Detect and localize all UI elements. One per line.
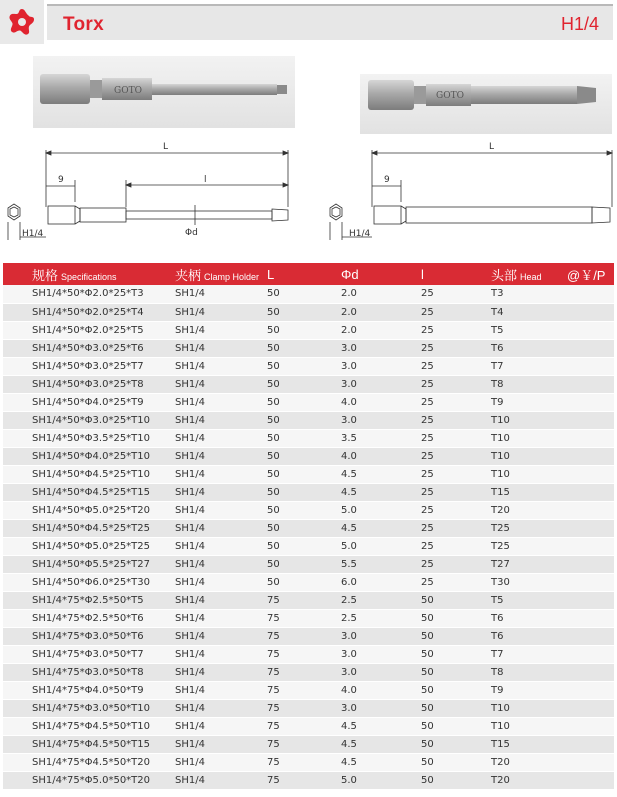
cell-clamp: SH1/4 — [172, 519, 265, 537]
cell-tip-length: 50 — [421, 591, 491, 609]
cell-length: 75 — [265, 609, 339, 627]
dim-9-right: 9 — [384, 175, 390, 185]
cell-price — [567, 501, 614, 519]
cell-tip-length: 25 — [421, 303, 491, 321]
cell-length: 50 — [265, 411, 339, 429]
cell-price — [567, 393, 614, 411]
cell-head: T10 — [491, 699, 567, 717]
cell-diameter: 3.0 — [339, 339, 421, 357]
cell-diameter: 5.5 — [339, 555, 421, 573]
tech-drawing-right — [330, 150, 612, 240]
cell-price — [567, 303, 614, 321]
cell-head: T25 — [491, 537, 567, 555]
cell-tip-length: 50 — [421, 609, 491, 627]
dim-L-left: L — [163, 142, 169, 152]
table-row — [3, 285, 614, 303]
cell-price — [567, 681, 614, 699]
cell-diameter: 4.5 — [339, 717, 421, 735]
cell-head: T20 — [491, 501, 567, 519]
cell-clamp: SH1/4 — [172, 663, 265, 681]
cell-diameter: 3.0 — [339, 375, 421, 393]
cell-tip-length: 50 — [421, 681, 491, 699]
tech-drawing-left — [8, 150, 288, 240]
table-row — [3, 465, 614, 483]
cell-head: T25 — [491, 519, 567, 537]
table-row — [3, 357, 614, 375]
dim-hex-right: H1/4 — [349, 229, 371, 239]
brand-label-left: GOTO — [114, 86, 142, 96]
cell-clamp: SH1/4 — [172, 321, 265, 339]
dim-hex-left: H1/4 — [22, 229, 44, 239]
cell-price — [567, 609, 614, 627]
table-row — [3, 645, 614, 663]
table-row — [3, 321, 614, 339]
cell-clamp: SH1/4 — [172, 609, 265, 627]
cell-clamp: SH1/4 — [172, 555, 265, 573]
bit-photo-left — [33, 56, 295, 128]
cell-spec: SH1/4*50*Φ4.5*25*T25 — [3, 519, 172, 537]
cell-price — [567, 591, 614, 609]
cell-head: T6 — [491, 627, 567, 645]
cell-head: T7 — [491, 645, 567, 663]
cell-tip-length: 50 — [421, 735, 491, 753]
table-row — [3, 735, 614, 753]
cell-diameter: 2.0 — [339, 321, 421, 339]
cell-spec: SH1/4*75*Φ4.5*50*T15 — [3, 735, 172, 753]
cell-head: T4 — [491, 303, 567, 321]
cell-length: 50 — [265, 537, 339, 555]
cell-tip-length: 25 — [421, 501, 491, 519]
cell-price — [567, 537, 614, 555]
table-row — [3, 501, 614, 519]
cell-clamp: SH1/4 — [172, 699, 265, 717]
table-row — [3, 447, 614, 465]
table-row — [3, 771, 614, 789]
cell-length: 50 — [265, 357, 339, 375]
cell-head: T6 — [491, 609, 567, 627]
table-header-row — [3, 263, 614, 285]
cell-spec: SH1/4*50*Φ2.0*25*T3 — [3, 285, 172, 303]
table-row — [3, 555, 614, 573]
cell-spec: SH1/4*75*Φ4.0*50*T9 — [3, 681, 172, 699]
cell-clamp: SH1/4 — [172, 627, 265, 645]
cell-price — [567, 627, 614, 645]
cell-spec: SH1/4*50*Φ3.0*25*T8 — [3, 375, 172, 393]
cell-price — [567, 771, 614, 789]
page-title: Torx — [63, 14, 104, 35]
cell-tip-length: 50 — [421, 717, 491, 735]
cell-clamp: SH1/4 — [172, 429, 265, 447]
dim-L-right: L — [489, 142, 495, 152]
cell-clamp: SH1/4 — [172, 753, 265, 771]
cell-tip-length: 25 — [421, 573, 491, 591]
cell-length: 50 — [265, 339, 339, 357]
cell-diameter: 2.5 — [339, 609, 421, 627]
cell-diameter: 4.0 — [339, 393, 421, 411]
col-tip-length: l — [421, 266, 424, 282]
cell-diameter: 4.0 — [339, 447, 421, 465]
cell-clamp: SH1/4 — [172, 411, 265, 429]
cell-tip-length: 25 — [421, 411, 491, 429]
table-row — [3, 483, 614, 501]
cell-length: 50 — [265, 429, 339, 447]
cell-clamp: SH1/4 — [172, 465, 265, 483]
cell-price — [567, 357, 614, 375]
cell-price — [567, 663, 614, 681]
cell-spec: SH1/4*75*Φ3.0*50*T8 — [3, 663, 172, 681]
cell-spec: SH1/4*50*Φ5.0*25*T25 — [3, 537, 172, 555]
cell-diameter: 5.0 — [339, 771, 421, 789]
cell-clamp: SH1/4 — [172, 339, 265, 357]
cell-length: 50 — [265, 447, 339, 465]
table-row — [3, 393, 614, 411]
cell-spec: SH1/4*50*Φ3.0*25*T6 — [3, 339, 172, 357]
cell-price — [567, 519, 614, 537]
col-specifications: 规格 Specifications — [32, 267, 117, 283]
table-row — [3, 429, 614, 447]
cell-diameter: 3.0 — [339, 411, 421, 429]
cell-diameter: 5.0 — [339, 537, 421, 555]
cell-spec: SH1/4*50*Φ4.0*25*T10 — [3, 447, 172, 465]
dim-9-left: 9 — [58, 175, 64, 185]
cell-head: T15 — [491, 483, 567, 501]
cell-diameter: 4.5 — [339, 465, 421, 483]
cell-spec: SH1/4*50*Φ6.0*25*T30 — [3, 573, 172, 591]
cell-price — [567, 483, 614, 501]
cell-spec: SH1/4*50*Φ4.5*25*T15 — [3, 483, 172, 501]
cell-clamp: SH1/4 — [172, 573, 265, 591]
cell-diameter: 4.5 — [339, 483, 421, 501]
table-row — [3, 537, 614, 555]
cell-head: T30 — [491, 573, 567, 591]
dim-d-left: Φd — [185, 228, 198, 238]
cell-length: 50 — [265, 555, 339, 573]
cell-clamp: SH1/4 — [172, 537, 265, 555]
cell-length: 50 — [265, 465, 339, 483]
cell-length: 50 — [265, 303, 339, 321]
cell-tip-length: 25 — [421, 393, 491, 411]
cell-head: T20 — [491, 753, 567, 771]
cell-spec: SH1/4*75*Φ5.0*50*T20 — [3, 771, 172, 789]
cell-tip-length: 50 — [421, 771, 491, 789]
cell-length: 50 — [265, 573, 339, 591]
cell-tip-length: 25 — [421, 285, 491, 303]
cell-length: 75 — [265, 735, 339, 753]
cell-spec: SH1/4*50*Φ4.0*25*T9 — [3, 393, 172, 411]
table-row — [3, 681, 614, 699]
cell-spec: SH1/4*50*Φ3.0*25*T10 — [3, 411, 172, 429]
cell-clamp: SH1/4 — [172, 591, 265, 609]
page-subtitle: H1/4 — [560, 14, 599, 34]
cell-head: T8 — [491, 375, 567, 393]
cell-length: 50 — [265, 285, 339, 303]
cell-tip-length: 50 — [421, 753, 491, 771]
table-row — [3, 627, 614, 645]
torx-star-icon — [7, 7, 37, 37]
cell-length: 75 — [265, 699, 339, 717]
cell-spec: SH1/4*50*Φ2.0*25*T5 — [3, 321, 172, 339]
cell-head: T9 — [491, 393, 567, 411]
cell-clamp: SH1/4 — [172, 735, 265, 753]
cell-head: T3 — [491, 285, 567, 303]
table-row — [3, 519, 614, 537]
cell-head: T8 — [491, 663, 567, 681]
cell-spec: SH1/4*50*Φ3.5*25*T10 — [3, 429, 172, 447]
cell-diameter: 3.0 — [339, 663, 421, 681]
table-row — [3, 591, 614, 609]
cell-diameter: 3.5 — [339, 429, 421, 447]
cell-tip-length: 25 — [421, 555, 491, 573]
table-row — [3, 303, 614, 321]
cell-diameter: 3.0 — [339, 699, 421, 717]
cell-length: 50 — [265, 375, 339, 393]
cell-length: 75 — [265, 591, 339, 609]
cell-length: 50 — [265, 483, 339, 501]
cell-length: 75 — [265, 771, 339, 789]
cell-length: 50 — [265, 393, 339, 411]
cell-spec: SH1/4*50*Φ5.0*25*T20 — [3, 501, 172, 519]
cell-diameter: 6.0 — [339, 573, 421, 591]
cell-tip-length: 50 — [421, 627, 491, 645]
cell-clamp: SH1/4 — [172, 375, 265, 393]
cell-price — [567, 411, 614, 429]
cell-price — [567, 699, 614, 717]
cell-price — [567, 447, 614, 465]
cell-diameter: 3.0 — [339, 645, 421, 663]
cell-length: 50 — [265, 321, 339, 339]
cell-length: 50 — [265, 519, 339, 537]
cell-length: 50 — [265, 501, 339, 519]
cell-head: T5 — [491, 591, 567, 609]
spec-table-wrap — [3, 263, 614, 790]
cell-spec: SH1/4*50*Φ2.0*25*T4 — [3, 303, 172, 321]
cell-spec: SH1/4*50*Φ5.5*25*T27 — [3, 555, 172, 573]
cell-clamp: SH1/4 — [172, 357, 265, 375]
cell-tip-length: 25 — [421, 483, 491, 501]
cell-price — [567, 375, 614, 393]
cell-diameter: 2.0 — [339, 285, 421, 303]
cell-diameter: 4.0 — [339, 681, 421, 699]
cell-price — [567, 321, 614, 339]
cell-tip-length: 50 — [421, 663, 491, 681]
cell-length: 75 — [265, 681, 339, 699]
cell-price — [567, 555, 614, 573]
table-row — [3, 699, 614, 717]
cell-clamp: SH1/4 — [172, 447, 265, 465]
cell-clamp: SH1/4 — [172, 717, 265, 735]
cell-head: T9 — [491, 681, 567, 699]
cell-tip-length: 25 — [421, 339, 491, 357]
table-body — [3, 285, 614, 789]
cell-head: T10 — [491, 429, 567, 447]
cell-price — [567, 465, 614, 483]
cell-spec: SH1/4*75*Φ4.5*50*T20 — [3, 753, 172, 771]
cell-price — [567, 573, 614, 591]
col-clamp-holder: 夹柄 Clamp Holder — [175, 267, 260, 283]
table-row — [3, 609, 614, 627]
cell-diameter: 4.5 — [339, 519, 421, 537]
brand-label-right: GOTO — [436, 91, 464, 101]
cell-tip-length: 25 — [421, 429, 491, 447]
cell-spec: SH1/4*75*Φ3.0*50*T10 — [3, 699, 172, 717]
col-length: L — [267, 266, 275, 282]
cell-price — [567, 285, 614, 303]
spec-table — [3, 263, 614, 790]
cell-head: T10 — [491, 465, 567, 483]
cell-head: T20 — [491, 771, 567, 789]
cell-clamp: SH1/4 — [172, 393, 265, 411]
cell-spec: SH1/4*75*Φ2.5*50*T6 — [3, 609, 172, 627]
cell-spec: SH1/4*75*Φ2.5*50*T5 — [3, 591, 172, 609]
table-row — [3, 411, 614, 429]
title-bar — [47, 4, 613, 40]
cell-clamp: SH1/4 — [172, 303, 265, 321]
cell-length: 75 — [265, 663, 339, 681]
table-row — [3, 717, 614, 735]
cell-diameter: 2.5 — [339, 591, 421, 609]
cell-tip-length: 25 — [421, 357, 491, 375]
cell-diameter: 4.5 — [339, 735, 421, 753]
page-header — [0, 0, 617, 44]
cell-tip-length: 25 — [421, 519, 491, 537]
cell-diameter: 5.0 — [339, 501, 421, 519]
cell-length: 75 — [265, 717, 339, 735]
cell-head: T15 — [491, 735, 567, 753]
table-row — [3, 375, 614, 393]
col-diameter: Φd — [341, 266, 359, 282]
cell-clamp: SH1/4 — [172, 285, 265, 303]
logo-box — [0, 0, 44, 44]
cell-tip-length: 25 — [421, 465, 491, 483]
cell-head: T7 — [491, 357, 567, 375]
cell-diameter: 2.0 — [339, 303, 421, 321]
cell-diameter: 4.5 — [339, 753, 421, 771]
cell-diameter: 3.0 — [339, 357, 421, 375]
cell-clamp: SH1/4 — [172, 645, 265, 663]
table-row — [3, 753, 614, 771]
product-diagram — [0, 52, 617, 257]
cell-price — [567, 753, 614, 771]
cell-length: 75 — [265, 627, 339, 645]
cell-length: 75 — [265, 753, 339, 771]
cell-price — [567, 717, 614, 735]
table-row — [3, 339, 614, 357]
cell-head: T5 — [491, 321, 567, 339]
cell-head: T10 — [491, 447, 567, 465]
cell-spec: SH1/4*50*Φ4.5*25*T10 — [3, 465, 172, 483]
cell-tip-length: 25 — [421, 447, 491, 465]
cell-price — [567, 735, 614, 753]
bit-photo-right — [360, 74, 612, 134]
cell-tip-length: 25 — [421, 321, 491, 339]
cell-spec: SH1/4*75*Φ4.5*50*T10 — [3, 717, 172, 735]
cell-spec: SH1/4*75*Φ3.0*50*T6 — [3, 627, 172, 645]
cell-tip-length: 50 — [421, 699, 491, 717]
cell-diameter: 3.0 — [339, 627, 421, 645]
cell-head: T10 — [491, 411, 567, 429]
cell-spec: SH1/4*50*Φ3.0*25*T7 — [3, 357, 172, 375]
cell-tip-length: 25 — [421, 537, 491, 555]
cell-length: 75 — [265, 645, 339, 663]
cell-spec: SH1/4*75*Φ3.0*50*T7 — [3, 645, 172, 663]
cell-clamp: SH1/4 — [172, 483, 265, 501]
table-row — [3, 573, 614, 591]
dim-l-left: l — [204, 175, 207, 185]
col-price: @￥/P — [567, 267, 606, 283]
table-row — [3, 663, 614, 681]
cell-head: T10 — [491, 717, 567, 735]
cell-clamp: SH1/4 — [172, 501, 265, 519]
cell-price — [567, 339, 614, 357]
cell-price — [567, 645, 614, 663]
cell-clamp: SH1/4 — [172, 771, 265, 789]
cell-head: T27 — [491, 555, 567, 573]
cell-price — [567, 429, 614, 447]
cell-tip-length: 50 — [421, 645, 491, 663]
cell-tip-length: 25 — [421, 375, 491, 393]
col-head: 头部 Head — [491, 267, 542, 283]
cell-head: T6 — [491, 339, 567, 357]
cell-clamp: SH1/4 — [172, 681, 265, 699]
